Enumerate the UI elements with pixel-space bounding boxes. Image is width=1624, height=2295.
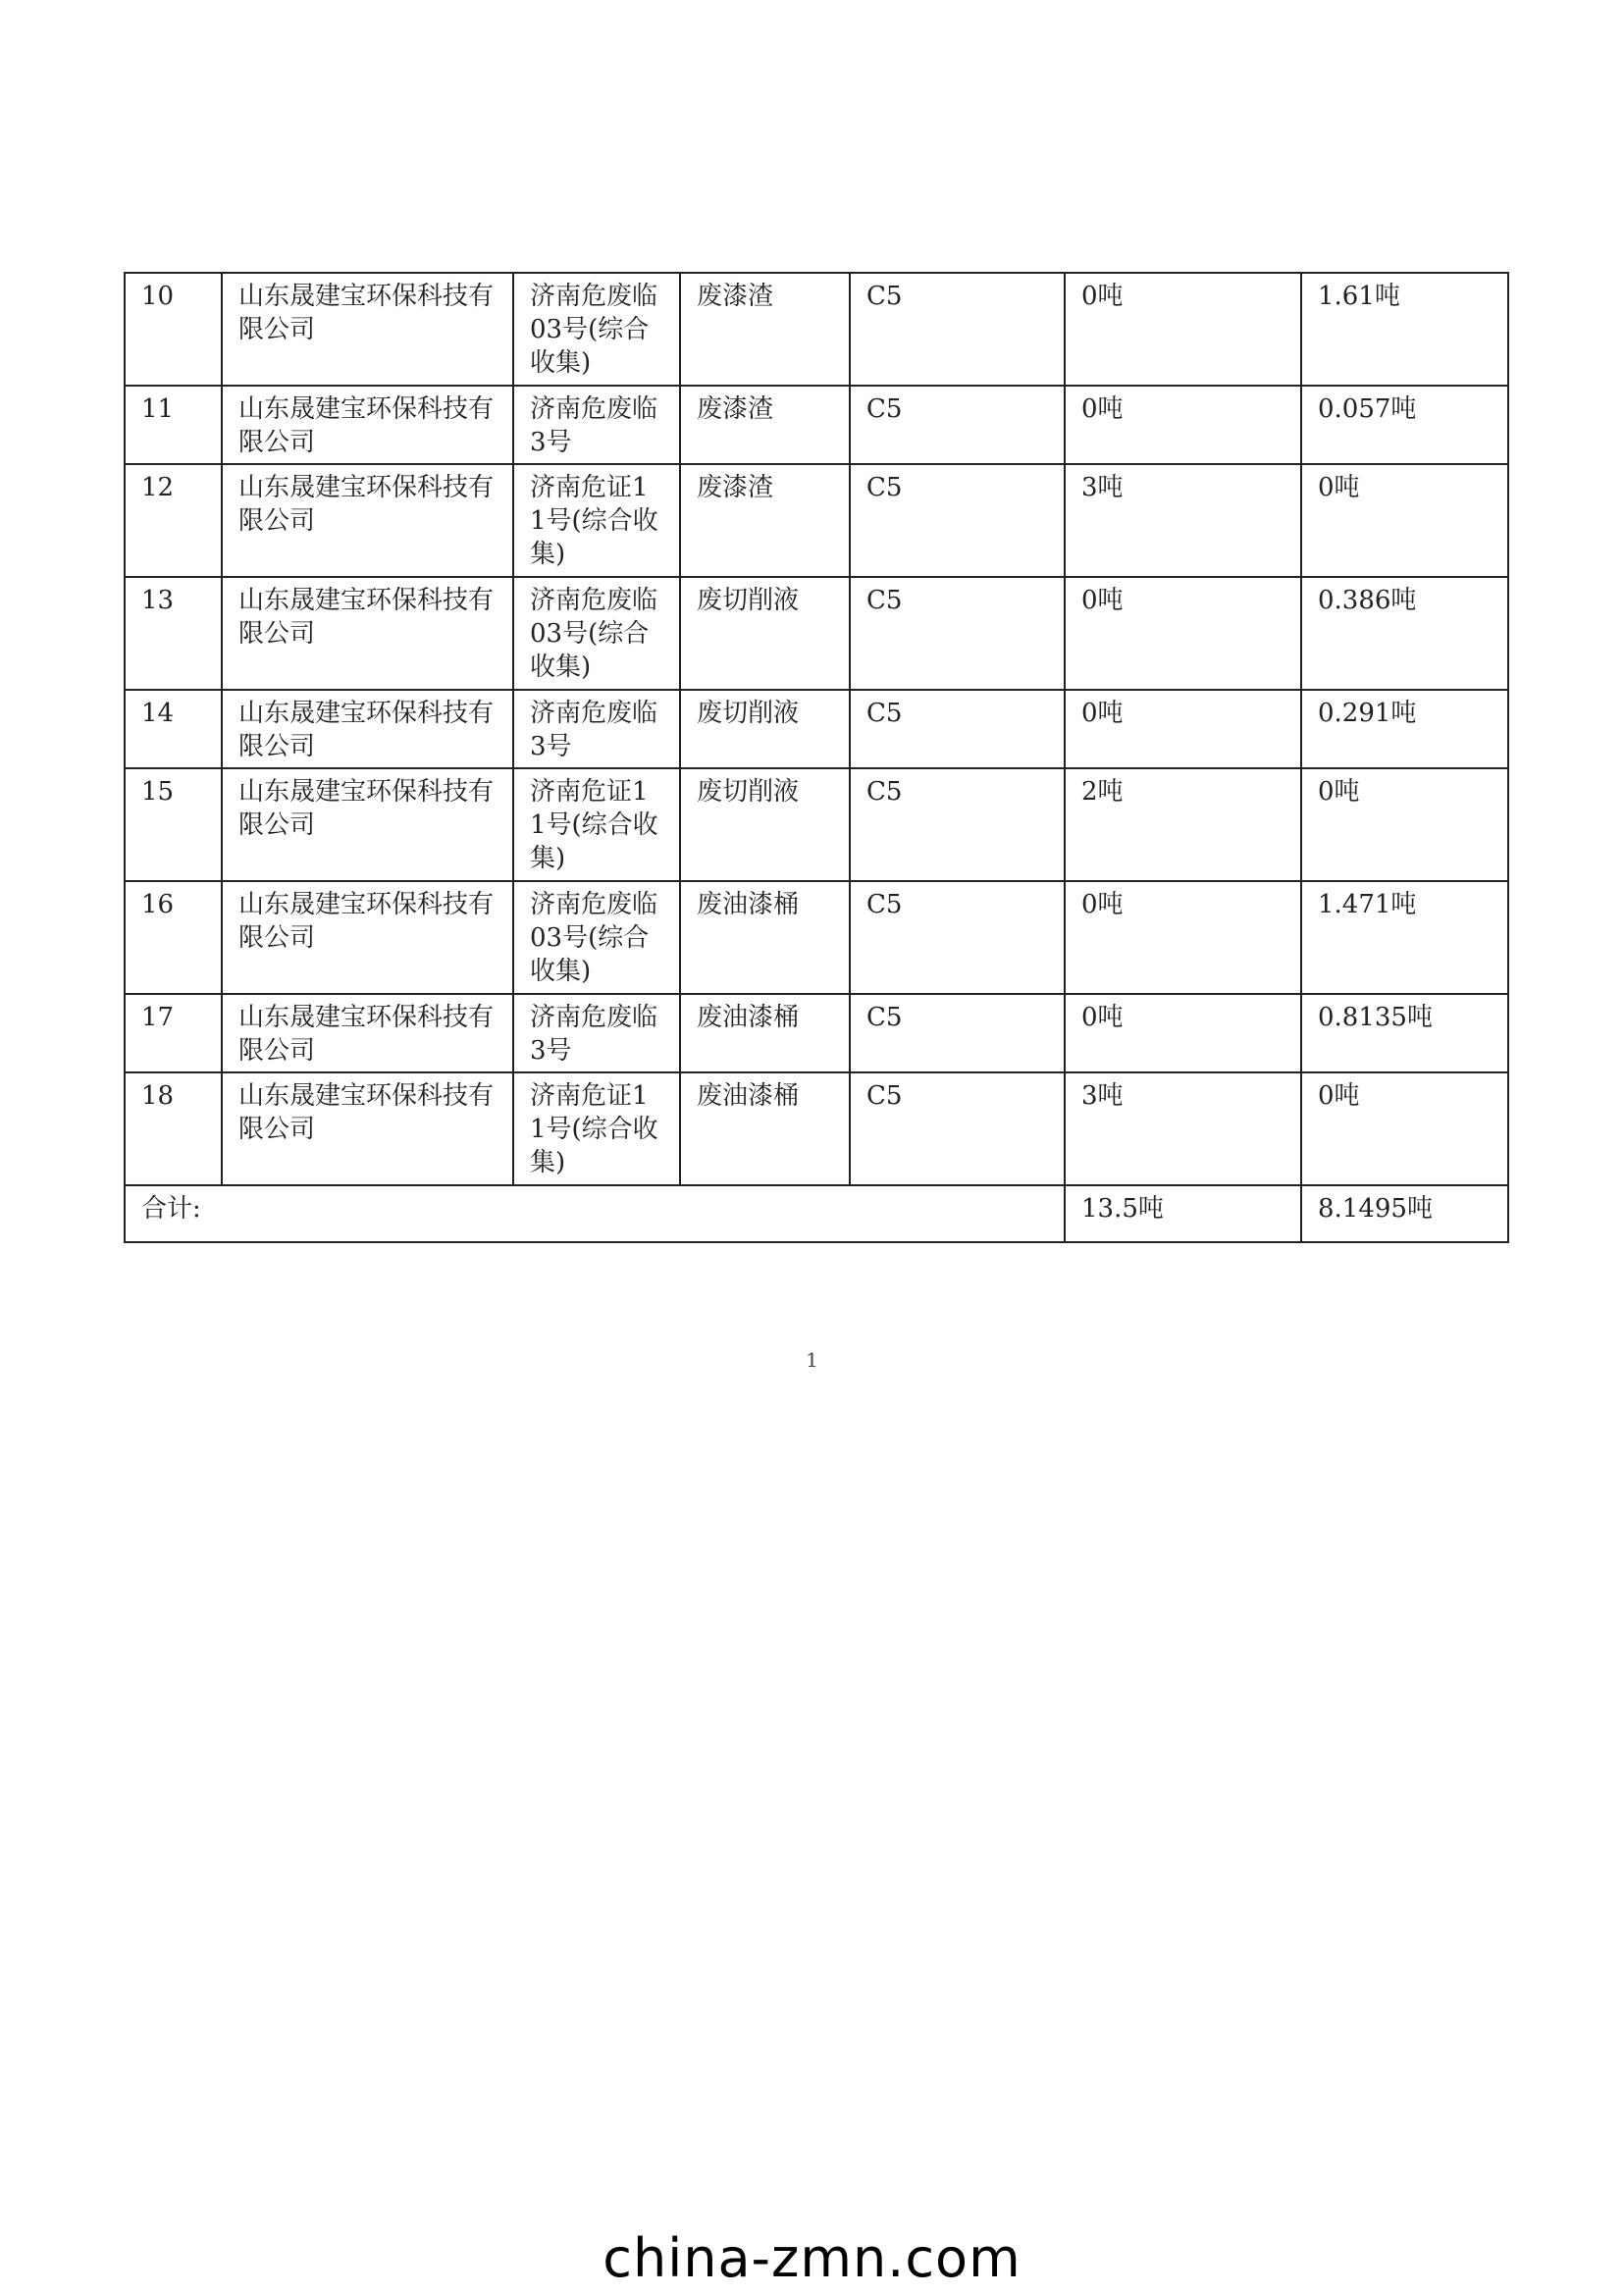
- table-row: [125, 881, 1508, 994]
- waste-code: C5: [850, 690, 1065, 768]
- waste-code: C5: [850, 577, 1065, 690]
- row-number: 15: [125, 768, 222, 881]
- waste-code: C5: [850, 1072, 1065, 1185]
- quantity-planned: 0吨: [1065, 386, 1301, 464]
- waste-transfer-table: [124, 272, 1509, 1243]
- quantity-actual: 1.61吨: [1301, 273, 1508, 386]
- row-number: 11: [125, 386, 222, 464]
- row-number: 16: [125, 881, 222, 994]
- company-name: 山东晟建宝环保科技有限公司: [222, 273, 513, 386]
- company-name: 山东晟建宝环保科技有限公司: [222, 690, 513, 768]
- waste-type: 废油漆桶: [680, 881, 850, 994]
- quantity-actual: 0.8135吨: [1301, 994, 1508, 1072]
- table-row: [125, 994, 1508, 1072]
- waste-type: 废切削液: [680, 690, 850, 768]
- quantity-actual: 0.057吨: [1301, 386, 1508, 464]
- company-name: 山东晟建宝环保科技有限公司: [222, 386, 513, 464]
- quantity-actual: 1.471吨: [1301, 881, 1508, 994]
- quantity-planned: 0吨: [1065, 273, 1301, 386]
- quantity-actual: 0吨: [1301, 464, 1508, 577]
- waste-type: 废油漆桶: [680, 1072, 850, 1185]
- license-number: 济南危废临3号: [513, 994, 680, 1072]
- site-watermark: china-zmn.com: [602, 2227, 1022, 2289]
- license-number: 济南危证11号(综合收集): [513, 1072, 680, 1185]
- company-name: 山东晟建宝环保科技有限公司: [222, 1072, 513, 1185]
- license-number: 济南危证11号(综合收集): [513, 464, 680, 577]
- license-number: 济南危废临3号: [513, 690, 680, 768]
- quantity-planned: 0吨: [1065, 994, 1301, 1072]
- row-number: 13: [125, 577, 222, 690]
- waste-code: C5: [850, 994, 1065, 1072]
- waste-code: C5: [850, 464, 1065, 577]
- table-row: [125, 273, 1508, 386]
- total-row: [125, 1185, 1508, 1242]
- table-row: [125, 1072, 1508, 1185]
- table-row: [125, 690, 1508, 768]
- waste-type: 废漆渣: [680, 273, 850, 386]
- waste-code: C5: [850, 386, 1065, 464]
- waste-code: C5: [850, 881, 1065, 994]
- company-name: 山东晟建宝环保科技有限公司: [222, 994, 513, 1072]
- license-number: 济南危证11号(综合收集): [513, 768, 680, 881]
- quantity-actual: 0吨: [1301, 1072, 1508, 1185]
- row-number: 10: [125, 273, 222, 386]
- page-number: 1: [806, 1348, 818, 1372]
- license-number: 济南危废临03号(综合收集): [513, 577, 680, 690]
- quantity-planned: 2吨: [1065, 768, 1301, 881]
- total-quantity-actual: 8.1495吨: [1301, 1185, 1508, 1242]
- quantity-actual: 0吨: [1301, 768, 1508, 881]
- license-number: 济南危废临03号(综合收集): [513, 881, 680, 994]
- company-name: 山东晟建宝环保科技有限公司: [222, 464, 513, 577]
- company-name: 山东晟建宝环保科技有限公司: [222, 768, 513, 881]
- table-row: [125, 577, 1508, 690]
- row-number: 18: [125, 1072, 222, 1185]
- table-row: [125, 768, 1508, 881]
- waste-type: 废漆渣: [680, 386, 850, 464]
- table-row: [125, 386, 1508, 464]
- company-name: 山东晟建宝环保科技有限公司: [222, 881, 513, 994]
- quantity-actual: 0.386吨: [1301, 577, 1508, 690]
- quantity-planned: 0吨: [1065, 690, 1301, 768]
- waste-type: 废切削液: [680, 577, 850, 690]
- waste-code: C5: [850, 768, 1065, 881]
- license-number: 济南危废临03号(综合收集): [513, 273, 680, 386]
- waste-type: 废漆渣: [680, 464, 850, 577]
- license-number: 济南危废临3号: [513, 386, 680, 464]
- quantity-planned: 3吨: [1065, 464, 1301, 577]
- company-name: 山东晟建宝环保科技有限公司: [222, 577, 513, 690]
- table-row: [125, 464, 1508, 577]
- total-label: 合计:: [125, 1185, 1065, 1242]
- waste-type: 废油漆桶: [680, 994, 850, 1072]
- waste-code: C5: [850, 273, 1065, 386]
- row-number: 14: [125, 690, 222, 768]
- row-number: 12: [125, 464, 222, 577]
- quantity-planned: 3吨: [1065, 1072, 1301, 1185]
- quantity-planned: 0吨: [1065, 577, 1301, 690]
- row-number: 17: [125, 994, 222, 1072]
- quantity-planned: 0吨: [1065, 881, 1301, 994]
- waste-type: 废切削液: [680, 768, 850, 881]
- quantity-actual: 0.291吨: [1301, 690, 1508, 768]
- total-quantity-planned: 13.5吨: [1065, 1185, 1301, 1242]
